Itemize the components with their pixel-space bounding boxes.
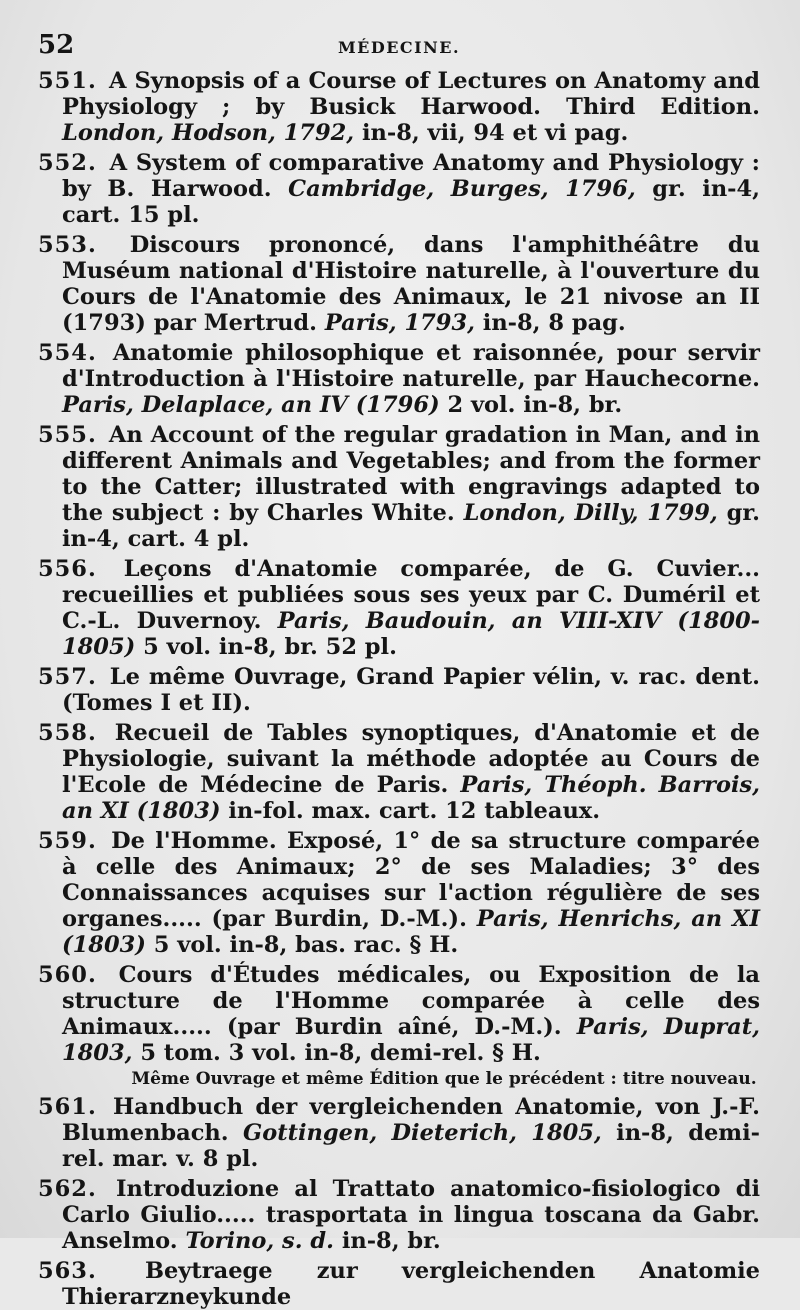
entry-format: 5 vol. in-8, bas. rac. § H. bbox=[153, 932, 459, 958]
entry-number: 559. bbox=[38, 828, 97, 854]
entry-text: An Account of the regular gradation in Man, and in different Animals and Vegetables; and from the former to the Catter; illustrated with engravings adapted to the subject : by Charles White. bbox=[62, 422, 760, 526]
entry-558 bbox=[38, 720, 760, 824]
entry-format: 5 tom. 3 vol. in-8, demi-rel. § H. bbox=[140, 1040, 541, 1066]
entry-format: 5 vol. in-8, br. 52 pl. bbox=[143, 634, 397, 660]
entry-number: 553. bbox=[38, 232, 97, 258]
entry-557 bbox=[38, 664, 760, 716]
entry-imprint: Paris, Duprat, 1803, bbox=[62, 1014, 760, 1066]
entry-note: Même Ouvrage et même Édition que le précédent : titre nouveau. bbox=[131, 1069, 757, 1089]
entry-format: in-fol. max. cart. 12 tableaux. bbox=[228, 798, 601, 824]
entry-format: 2 vol. in-8, br. bbox=[447, 392, 623, 418]
entry-text: Recueil de Tables synoptiques, d'Anatomie et de Physiologie, suivant la méthode adoptée au Cours de l'Ecole de Médecine de Paris. bbox=[62, 720, 760, 798]
entry-number: 556. bbox=[38, 556, 97, 582]
entry-format: in-8, br. bbox=[341, 1228, 441, 1254]
entry-551 bbox=[38, 68, 760, 146]
entry-556 bbox=[38, 556, 760, 660]
entry-format: in-8, vii, 94 et vi pag. bbox=[361, 120, 629, 146]
entry-561 bbox=[38, 1094, 760, 1172]
entry-format: gr. in-4, cart. 15 pl. bbox=[62, 176, 760, 228]
entry-563 bbox=[38, 1258, 760, 1310]
entry-format: in-8, 8 pag. bbox=[482, 310, 626, 336]
entry-553 bbox=[38, 232, 760, 336]
entry-text: Le même Ouvrage, Grand Papier vélin, v. rac. dent. (Tomes I et II). bbox=[62, 664, 760, 716]
entry-554 bbox=[38, 340, 760, 418]
entry-imprint: Paris, 1793, bbox=[324, 310, 475, 336]
page-header bbox=[38, 26, 760, 68]
entry-imprint: Gottingen, Dieterich, 1805, bbox=[243, 1120, 602, 1146]
entry-number: 557. bbox=[38, 664, 97, 690]
entry-imprint: Paris, Delaplace, an IV (1796) bbox=[62, 392, 440, 418]
entry-number: 563. bbox=[38, 1258, 97, 1284]
running-head: MÉDECINE. bbox=[337, 38, 461, 57]
entry-imprint: Paris, Baudouin, an VIII-XIV (1800-1805) bbox=[62, 608, 760, 660]
page-number: 52 bbox=[38, 30, 75, 60]
entry-555 bbox=[38, 422, 760, 552]
entry-format: in-8, demi-rel. mar. v. 8 pl. bbox=[62, 1120, 760, 1172]
entry-559 bbox=[38, 828, 760, 958]
entry-text: De l'Homme. Exposé, 1° de sa structure comparée à celle des Animaux; 2° de ses Maladies; 3° des Connaissances acquises sur l'action régulière de ses organes..... (par Burdin, D.-M.). bbox=[62, 828, 760, 932]
entry-number: 561. bbox=[38, 1094, 97, 1120]
entry-560 bbox=[38, 962, 760, 1066]
entry-number: 555. bbox=[38, 422, 97, 448]
entry-text: Handbuch der vergleichenden Anatomie, von J.-F. Blumenbach. bbox=[62, 1094, 760, 1146]
entry-imprint: Cambridge, Burges, 1796, bbox=[288, 176, 636, 202]
entry-imprint: London, Hodson, 1792, bbox=[62, 120, 355, 146]
entry-imprint: Paris, Théoph. Barrois, an XI (1803) bbox=[62, 772, 760, 824]
entry-text: A System of comparative Anatomy and Physiology : by B. Harwood. bbox=[62, 150, 760, 202]
entry-imprint: Torino, s. d. bbox=[185, 1228, 334, 1254]
entry-number: 552. bbox=[38, 150, 97, 176]
entry-text: Cours d'Études médicales, ou Exposition de la structure de l'Homme comparée à celle des Animaux..... (par Burdin aîné, D.-M.). bbox=[62, 962, 760, 1040]
entry-text: Anatomie philosophique et raisonnée, pour servir d'Introduction à l'Histoire naturelle, par Hauchecorne. bbox=[62, 340, 760, 392]
entry-imprint: Paris, Henrichs, an XI (1803) bbox=[62, 906, 760, 958]
entry-number: 560. bbox=[38, 962, 97, 988]
entry-text: Leçons d'Anatomie comparée, de G. Cuvier... recueillies et publiées sous ses yeux par C. Duméril et C.-L. Duvernoy. bbox=[62, 556, 760, 634]
entry-text: Introduzione al Trattato anatomico-fisiologico di Carlo Giulio..... trasportata in lingua toscana da Gabr. Anselmo. bbox=[62, 1176, 761, 1254]
entry-number: 554. bbox=[38, 340, 97, 366]
entry-562 bbox=[38, 1176, 760, 1254]
entry-imprint: London, Dilly, 1799, bbox=[463, 500, 718, 526]
entry-text: Discours prononcé, dans l'amphithéâtre du Muséum national d'Histoire naturelle, à l'ouverture du Cours de l'Anatomie des Animaux, le 21 nivose an II (1793) par Mertrud. bbox=[62, 232, 760, 336]
entry-text: Beytraege zur vergleichenden Anatomie Thierarzneykunde bbox=[62, 1258, 760, 1310]
entry-552 bbox=[38, 150, 760, 228]
entry-number: 562. bbox=[38, 1176, 97, 1202]
entry-number: 551. bbox=[38, 68, 97, 94]
entry-format: gr. in-4, cart. 4 pl. bbox=[62, 500, 760, 552]
entry-text: A Synopsis of a Course of Lectures on Anatomy and Physiology ; by Busick Harwood. Third Edition. bbox=[62, 68, 760, 120]
entry-number: 558. bbox=[38, 720, 97, 746]
